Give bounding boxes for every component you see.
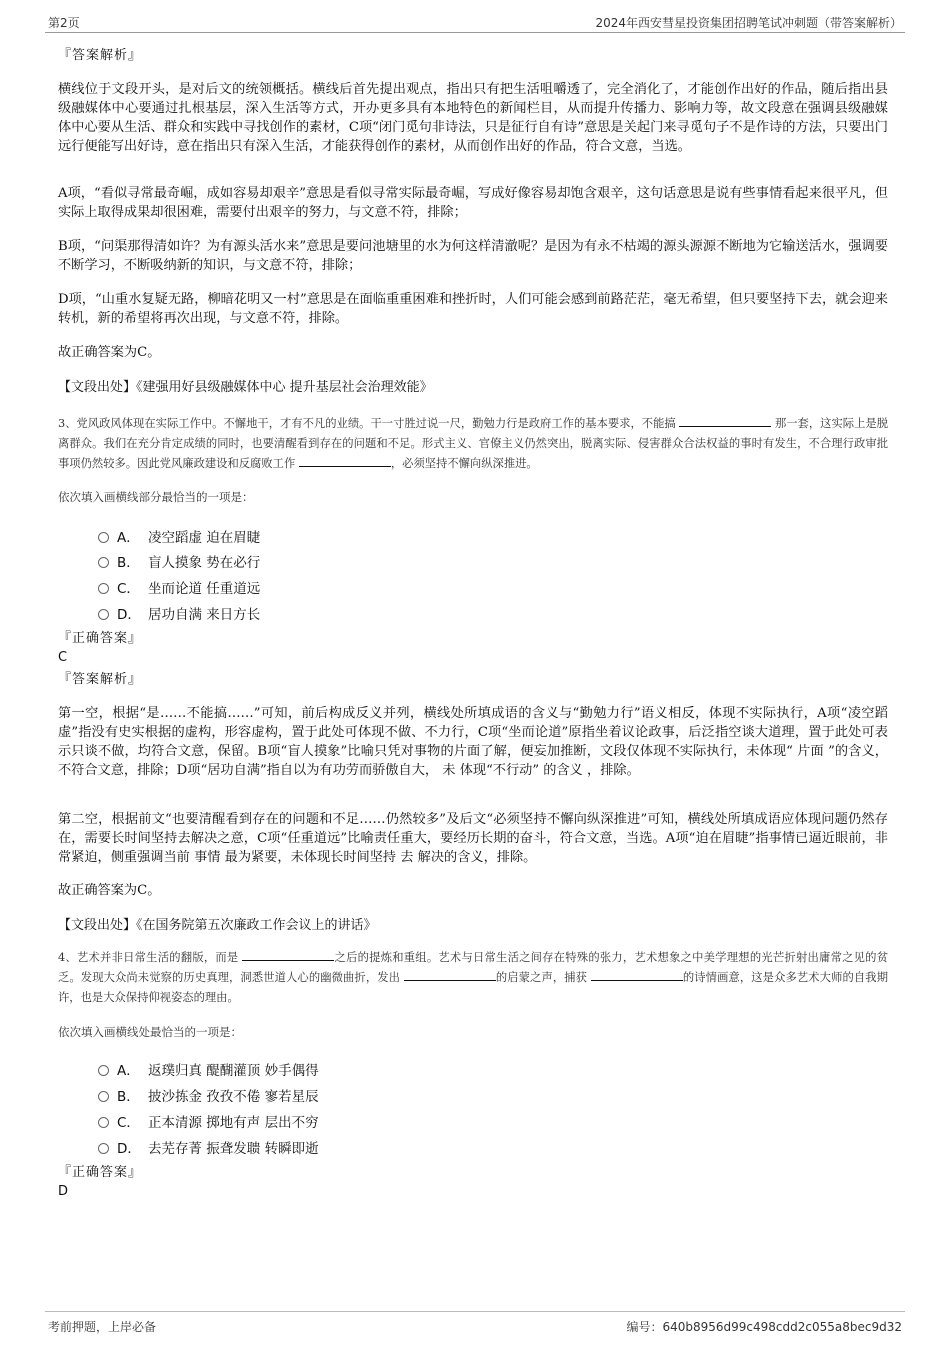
correct-answer-label: 『正确答案』 [58,1165,143,1180]
correct-answer-label: 『正确答案』 [58,631,143,646]
q3-stem-part2: 那一套，这实际上是脱离群众。我们在充分肯定成绩的同时，也要清醒看到存在的问题和不足。形式主义、官僚主义仍然突出，脱离实际、侵害群众合法权益的事时有发生，不合理行政审批事项仍然较多。因此党风廉政建设和反腐败工作 [58,417,888,470]
q3-analysis-1: 第一空，根据“是……不能搞……”可知，前后构成反义并列，横线处所填成语的含义与“勤勉力行”语义相反，体现不实际执行，A项“凌空蹈虚”指没有史实根据的虚构，形容虚构，置于此处可体现不做、不力行，C项“坐而论道”原指坐着议论政事，后泛指空谈大道理，置于此处可表示只谈不做，均符合文意，保留。B项“盲人摸象”比喻只凭对事物的片面了解，便妄加推断，文段仅体现不实际执行，未体现“ 片面 ”的含义，不符合文意，排除；D项“居功自满”指自以为有功劳而骄傲自大， 未 体现“不行动” 的含义 ，排除。 [58,706,888,778]
radio-icon[interactable] [98,1117,109,1128]
q4-stem-part3: 的启蒙之声，捕获 [495,971,588,984]
q2-conclusion: 故正确答案为C。 [58,345,161,360]
q3-source: 【文段出处】《在国务院第五次廉政工作会议上的讲话》 [58,918,377,933]
q3-option-c[interactable]: C． 坐而论道 任重道远 [98,577,260,597]
q3-option-b[interactable]: B． 盲人摸象 势在必行 [98,551,260,571]
q4-correct-answer: D [58,1184,69,1199]
q2-analysis-b: B项，“问渠那得清如许？为有源头活水来”意思是要问池塘里的水为何这样清澈呢？是因为有永不枯竭的源头源源不断地为它输送活水，强调要不断学习，不断吸纳新的知识，与文意不符，排除； [58,239,888,273]
page-header [45,12,905,33]
q3-instruction: 依次填入画横线部分最恰当的一项是： [58,490,254,504]
q4-option-c[interactable]: C． 正本清源 掷地有声 层出不穷 [98,1111,319,1131]
q3-analysis-2: 第二空，根据前文“也要清醒看到存在的问题和不足……仍然较多”及后文“必须坚持不懈向纵深推进”可知，横线处所填成语应体现问题仍然存在，需要长时间坚持去解决之意，C项“任重道远”比喻责任重大，要经历长期的奋斗，符合文意，当选。A项“迫在眉睫”指事情已逼近眼前，非常紧迫，侧重强调当前 事情 最为紧要，未体现长时间坚持 去 解决的含义，排除。 [58,812,888,865]
q2-analysis-a: A项，“看似寻常最奇崛，成如容易却艰辛”意思是看似寻常实际最奇崛，写成好像容易却饱含艰辛，这句话意思是说有些事情看起来很平凡，但实际上取得成果却很困难，需要付出艰辛的努力，与文意不符，排除； [58,186,888,220]
q3-stem-part3: ，必须坚持不懈向纵深推进。 [390,457,538,470]
document-title: 2024年西安彗星投资集团招聘笔试冲刺题（带答案解析） [595,16,902,30]
q3-stem [58,414,888,474]
q3-conclusion: 故正确答案为C。 [58,883,161,898]
q4-blank-2 [404,969,496,981]
radio-icon[interactable] [98,583,109,594]
q4-option-a[interactable]: A． 返璞归真 醍醐灌顶 妙手偶得 [98,1059,319,1079]
q3-blank-2 [299,455,391,467]
page-number: 第2页 [48,16,80,30]
q3-option-a[interactable]: A． 凌空蹈虚 迫在眉睫 [98,526,260,546]
q4-stem-part4: 的诗情画意，这是众多艺术大师的自我期许，也是大众保持仰视姿态的理由。 [58,971,888,1004]
q4-option-d[interactable]: D． 去芜存菁 振聋发聩 转瞬即逝 [98,1137,319,1157]
q4-blank-1 [242,949,334,961]
q4-stem-part2: 之后的提炼和重组。艺术与日常生活之间存在特殊的张力，艺术想象之中美学理想的光芒折射出庸常之见的贫乏。发现大众尚未觉察的历史真理，洞悉世道人心的幽微曲折，发出 [58,951,889,984]
serial-label: 编号： [626,1320,663,1334]
q4-blank-3 [591,969,683,981]
q4-stem [58,948,888,1008]
radio-icon[interactable] [98,532,109,543]
radio-icon[interactable] [98,609,109,620]
footer-serial [626,1318,902,1335]
q3-stem-part1: 3、党风政风体现在实际工作中。不懈地干，才有不凡的业绩。干一寸胜过说一尺，勤勉力行是政府工作的基本要求，不能搞 [58,417,676,430]
serial-number: 640b8956d99c498cdd2c055a8bec9d32 [662,1320,902,1334]
q2-source: 【文段出处】《建强用好县级融媒体中心 提升基层社会治理效能》 [58,380,433,395]
footer-slogan: 考前押题，上岸必备 [48,1320,157,1334]
page-footer [45,1311,905,1334]
q4-stem-part1: 4、艺术并非日常生活的翻版，而是 [58,951,239,964]
radio-icon[interactable] [98,1143,109,1154]
q2-analysis-main: 横线位于文段开头，是对后文的统领概括。横线后首先提出观点，指出只有把生活咀嚼透了，完全消化了，才能创作出好的作品，随后指出县级融媒体中心要通过扎根基层，深入生活等方式，开办更多具有本地特色的新闻栏目，从而提升传播力、影响力等，故文段意在强调县级融媒体中心要从生活、群众和实践中寻找创作的素材，C项“闭门觅句非诗法，只是征行自有诗”意思是关起门来寻觅句子不是作诗的方法，只要出门远行便能写出好诗，意在指出只有深入生活，才能获得创作的素材，从而创作出好的作品，符合文意，当选。 [58,82,888,154]
analysis-label: 『答案解析』 [58,672,143,687]
q4-option-b[interactable]: B． 披沙拣金 孜孜不倦 寥若星辰 [98,1085,319,1105]
q3-option-d[interactable]: D． 居功自满 来日方长 [98,603,260,623]
radio-icon[interactable] [98,1091,109,1102]
radio-icon[interactable] [98,1065,109,1076]
radio-icon[interactable] [98,557,109,568]
q4-instruction: 依次填入画横线处最恰当的一项是： [58,1025,242,1039]
q3-blank-1 [679,415,771,427]
q3-correct-answer: C [58,650,68,665]
q2-analysis-d: D项，“山重水复疑无路，柳暗花明又一村”意思是在面临重重困难和挫折时，人们可能会感到前路茫茫，毫无希望，但只要坚持下去，就会迎来转机，新的希望将再次出现，与文意不符，排除。 [58,292,888,326]
analysis-label: 『答案解析』 [58,48,143,63]
